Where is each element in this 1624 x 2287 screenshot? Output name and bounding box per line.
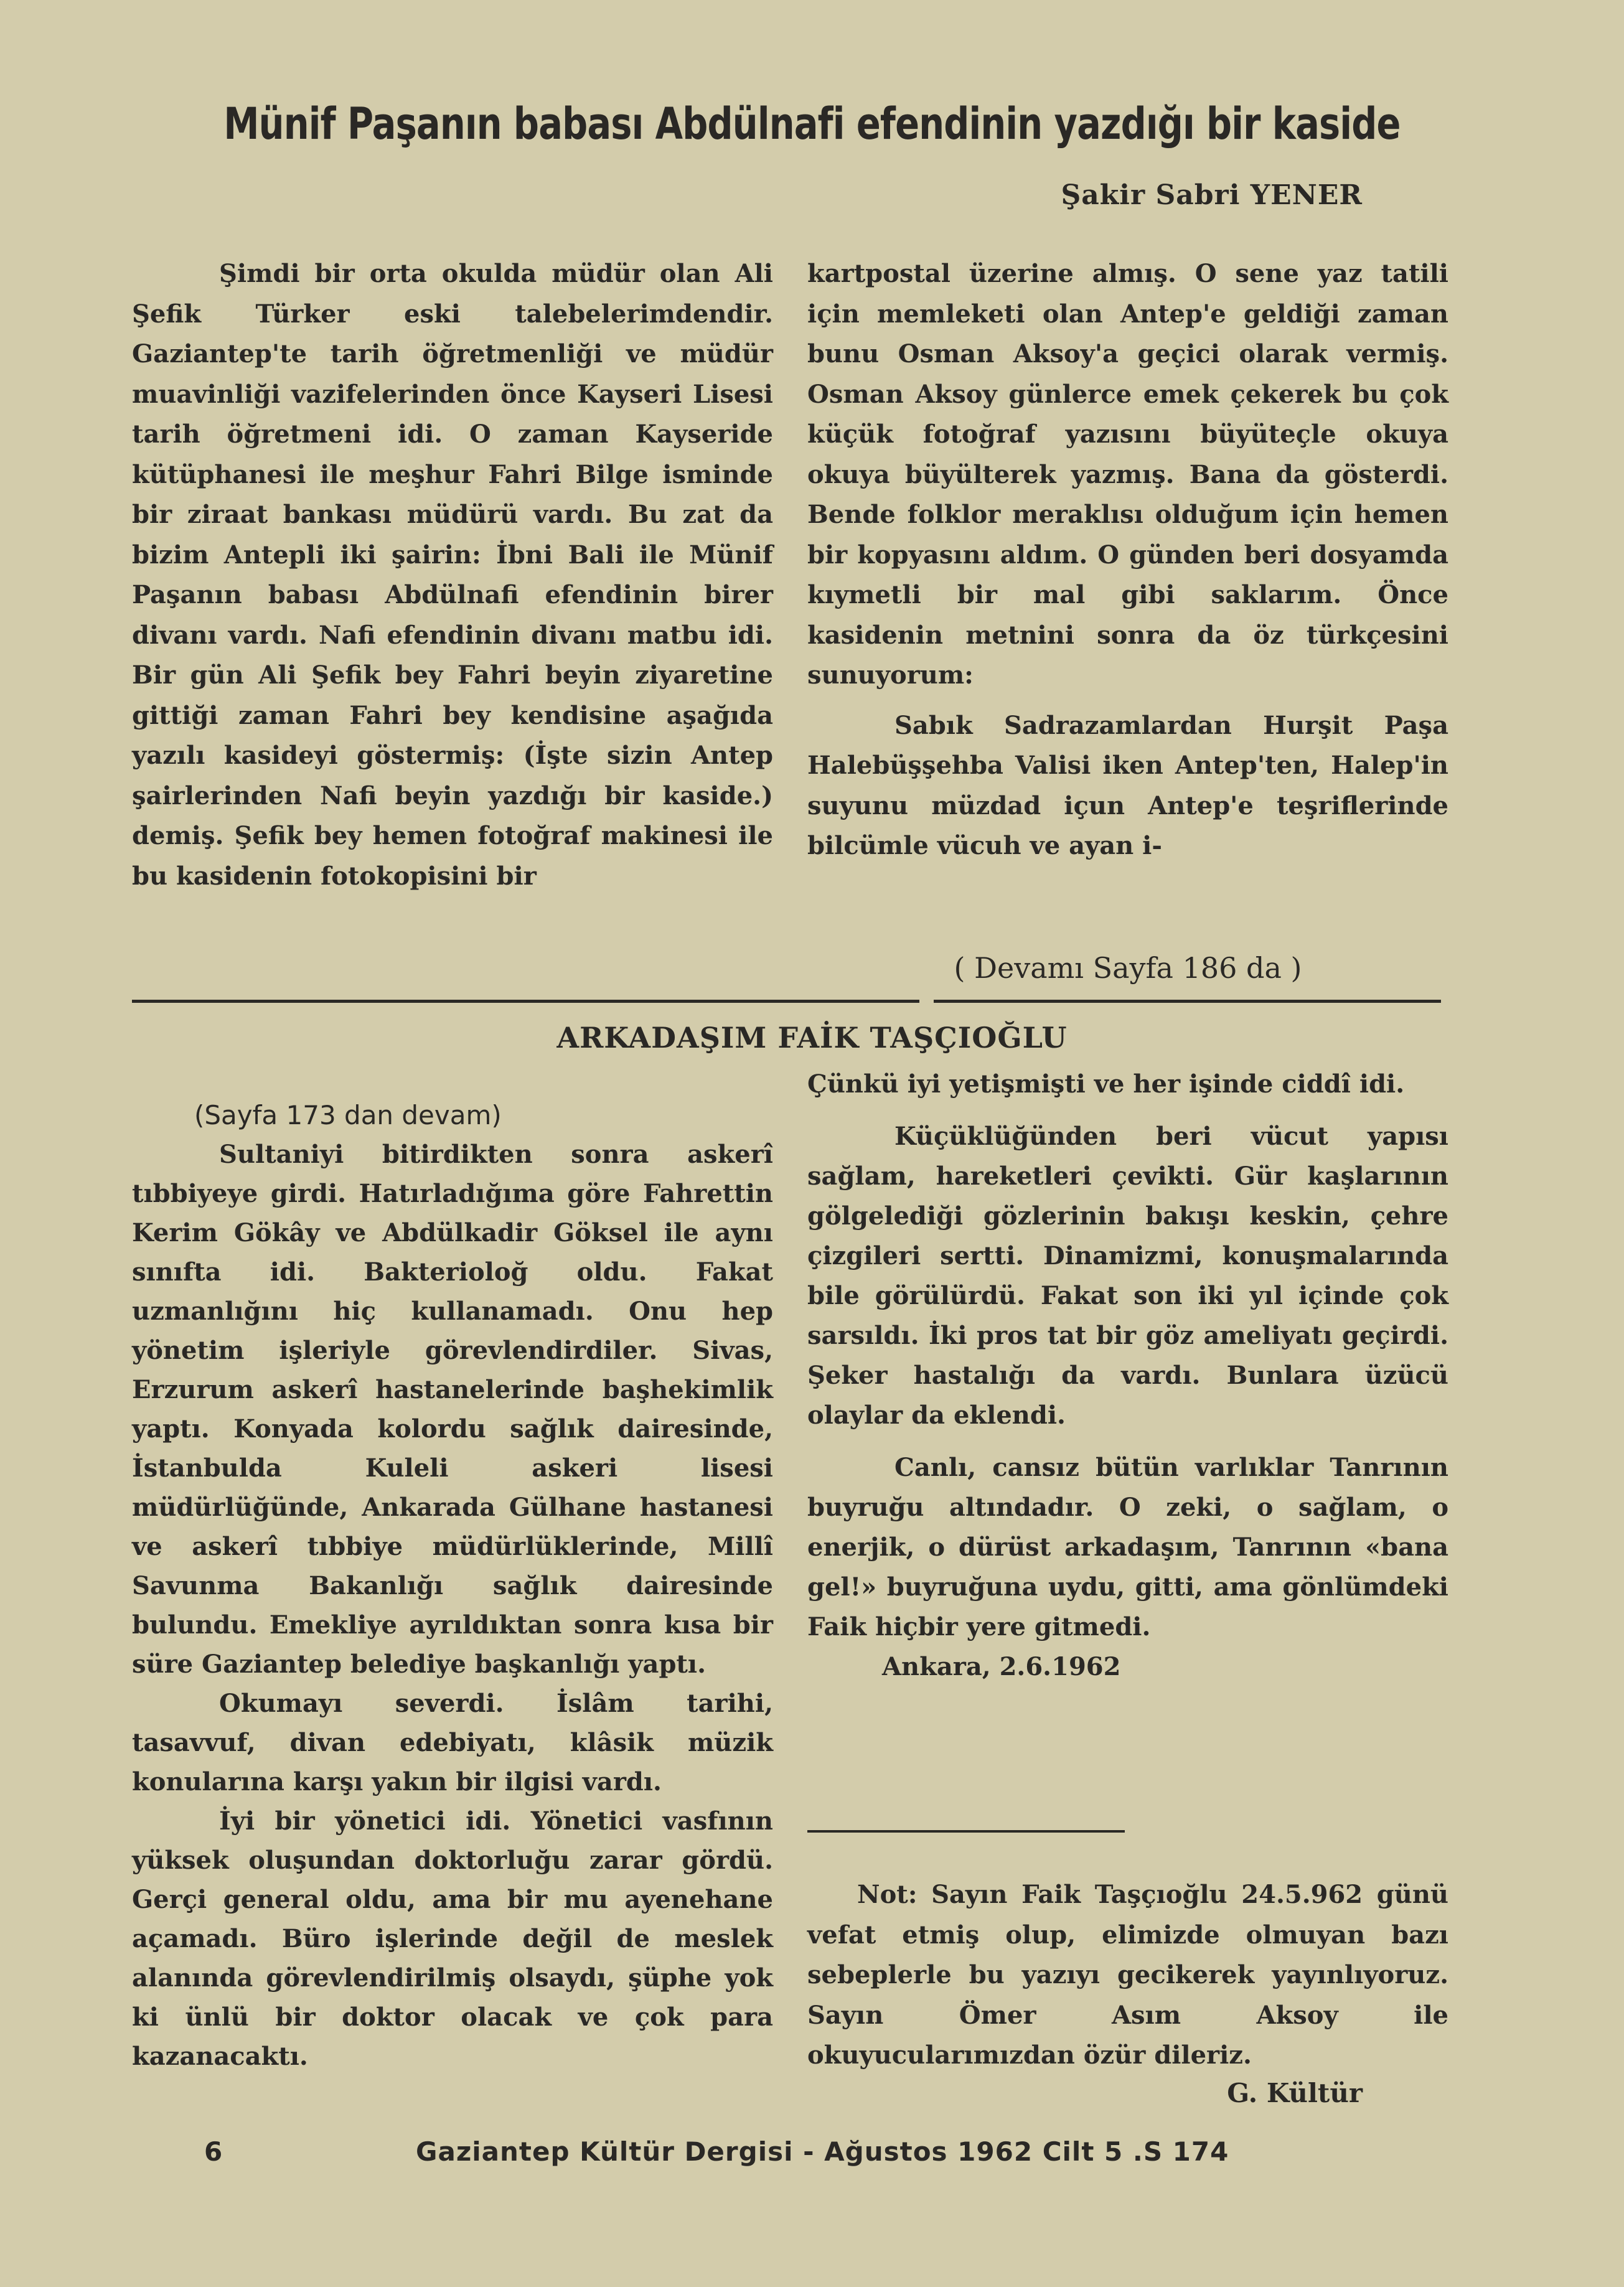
note-text: Not: Sayın Faik Taşçıoğlu 24.5.962 günü vefat etmiş olup, elimizde olmuyan bazı sebeplerle bu yazıyı gecikerek yayınlıyoruz. Sayın Ömer Asım Aksoy ile okuyucularımızdan özür dileriz. bbox=[807, 1880, 1448, 2070]
paragraph: Çünkü iyi yetişmişti ve her işinde ciddî idi. bbox=[807, 1069, 1405, 1099]
article-author: Şakir Sabri YENER bbox=[1061, 179, 1363, 211]
paragraph: Sabık Sadrazamlardan Hurşit Paşa Halebüşşehba Valisi iken Antep'ten, Halep'in suyunu müzdad içun Antep'e teşriflerinde bilcümle vücuh ve ayan i- bbox=[807, 710, 1448, 860]
divider-line bbox=[807, 1830, 1125, 1833]
page-number: 6 bbox=[204, 2136, 223, 2167]
footer-text: Gaziantep Kültür Dergisi - Ağustos 1962 Cilt 5 .S 174 bbox=[416, 2136, 1229, 2167]
paragraph: kartpostal üzerine almış. O sene yaz tatili için memleketi olan Antep'e geldiği zaman bunu Osman Aksoy'a geçici olarak vermiş. Osman Aksoy günlerce emek çekerek bu çok küçük fotoğraf yazısını büyüteçle okuya okuya büyülterek yazmış. Bana da gösterdi. Bende folklor meraklısı olduğum için hemen bir kopyasını aldım. O günden beri dosyamda kıymetli bir mal gibi saklarım. Önce kasidenin metnini sonra da öz türkçesini sunuyorum: bbox=[807, 259, 1448, 690]
signature: G. Kültür bbox=[1227, 2078, 1363, 2108]
article2-column-right bbox=[807, 1064, 1448, 1687]
paragraph: İyi bir yönetici idi. Yönetici vasfının yüksek oluşundan doktorluğu zarar gördü. Gerçi general oldu, ama bir mu ayenehane açamadı. Büro işlerinde değil de meslek alanında görevlendirilmiş olsaydı, şüphe yok ki ünlü bir doktor olacak ve çok para kazanacaktı. bbox=[132, 1806, 773, 2071]
article-title: Münif Paşanın babası Abdülnafi efendinin yazdığı bir kaside bbox=[223, 98, 1401, 149]
paragraph: Sultaniyi bitirdikten sonra askerî tıbbiyeye girdi. Hatırladığıma göre Fahrettin Kerim Gökây ve Abdülkadir Göksel ile aynı sınıfta idi. Bakterioloğ oldu. Fakat uzmanlığını hiç kullanamadı. Onu hep yönetim işleriyle görevlendirdiler. Sivas, Erzurum askerî hastanelerinde başhekimlik yaptı. Konyada kolordu sağlık dairesinde, İstanbulda Kuleli askeri lisesi müdürlüğünde, Ankarada Gülhane hastanesi ve askerî tıbbiye müdürlüklerinde, Millî Savunma Bakanlığı sağlık dairesinde bulundu. Emekliye ayrıldıktan sonra kısa bir süre Gaziantep belediye başkanlığı yaptı. bbox=[132, 1140, 773, 1679]
article1-column-left bbox=[132, 254, 773, 896]
editor-note bbox=[807, 1850, 1448, 2101]
date-line: Ankara, 2.6.1962 bbox=[882, 1652, 1121, 1681]
divider-line bbox=[132, 1000, 919, 1003]
paragraph: Canlı, cansız bütün varlıklar Tanrının buyruğu altındadır. O zeki, o sağlam, o enerjik, o dürüst arkadaşım, Tanrının «bana gel!» buyruğuna uydu, gitti, ama gönlümdeki Faik hiçbir yere gitmedi. bbox=[807, 1453, 1448, 1641]
paragraph: Şimdi bir orta okulda müdür olan Ali Şefik Türker eski talebelerimdendir. Gaziantep'te tarih öğretmenliği ve müdür muavinliği vazifelerinden önce Kayseri Lisesi tarih öğretmeni idi. O zaman Kayseride kütüphanesi ile meşhur Fahri Bilge isminde bir ziraat bankası müdürü vardı. Bu zat da bizim Antepli iki şairin: İbni Bali ile Münif Paşanın babası Abdülnafi efendinin birer divanı vardı. Nafi efendinin divanı matbu idi. Bir gün Ali Şefik bey Fahri beyin ziyaretine gittiği zaman Fahri bey kendisine aşağıda yazılı kasideyi göstermiş: (İşte sizin Antep şairlerinden Nafi beyin yazdığı bir kaside.) demiş. Şefik bey hemen fotoğraf makinesi ile bu kasidenin fotokopisini bir bbox=[132, 259, 773, 891]
article2-heading: ARKADAŞIM FAİK TAŞÇIOĞLU bbox=[556, 1021, 1068, 1054]
continued-from-note: (Sayfa 173 dan devam) bbox=[194, 1100, 502, 1130]
article1-column-right bbox=[807, 254, 1448, 866]
paragraph: Küçüklüğünden beri vücut yapısı sağlam, hareketleri çevikti. Gür kaşlarının gölgelediği gözlerinin bakışı keskin, çehre çizgileri sertti. Dinamizmi, konuşmalarında bile görülürdü. Fakat son iki yıl içinde çok sarsıldı. İki pros tat bir göz ameliyatı geçirdi. Şeker hastalığı da vardı. Bunlara üzücü olaylar da eklendi. bbox=[807, 1122, 1448, 1430]
divider-line bbox=[934, 1000, 1441, 1003]
continuation-note: ( Devamı Sayfa 186 da ) bbox=[954, 951, 1302, 985]
article2-column-left bbox=[132, 1096, 773, 2076]
paragraph: Okumayı severdi. İslâm tarihi, tasavvuf, divan edebiyatı, klâsik müzik konularına karşı yakın bir ilgisi vardı. bbox=[132, 1689, 773, 1796]
